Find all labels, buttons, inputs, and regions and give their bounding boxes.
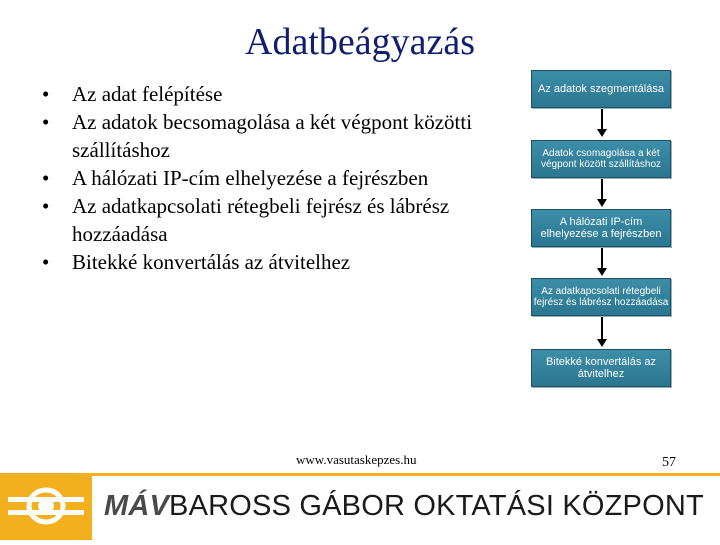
bullet-text: Az adatkapcsolati rétegbeli fejrész és lábrész hozzáadása [72,194,450,246]
bullet-list [42,80,522,276]
flow-step-datalink-frame: Az adatkapcsolati rétegbeli fejrész és lábrész hozzáadása [531,278,671,316]
bullet-text: Az adat felépítése [72,82,223,106]
flow-arrow [597,109,607,137]
flow-arrow [597,317,607,347]
flow-arrow [597,248,607,276]
bullet-dot: • [42,110,50,134]
process-flowchart [531,70,675,388]
flow-step-ip-header: A hálózati IP-cím elhelyezése a fejrészben [531,209,671,247]
flow-arrow [597,179,607,207]
bullet-text: Bitekké konvertálás az átvitelhez [72,250,351,274]
bullet-item [42,192,522,248]
brand-mav: MÁV [104,490,170,522]
website-url: www.vasutaskepzes.hu [296,452,417,467]
slide-title: Adatbeágyazás [245,21,475,63]
mav-wheel-icon [0,473,92,540]
flow-step-segment: Az adatok szegmentálása [531,70,671,108]
organization-name [104,484,704,528]
bullet-item [42,164,522,192]
flow-step-encapsulate: Adatok csomagolása a két végpont között szállításhoz [531,140,671,178]
flow-step-bits: Bitekké konvertálás az átvitelhez [531,349,671,387]
bullet-dot: • [42,250,50,274]
bullet-dot: • [42,82,50,106]
bullet-dot: • [42,194,50,218]
bullet-text: Az adatok becsomagolása a két végpont közötti szállításhoz [72,110,473,162]
bullet-item [42,108,522,164]
bullet-item [42,80,522,108]
bullet-dot: • [42,166,50,190]
org-name-text: BAROSS GÁBOR OKTATÁSI KÖZPONT [169,490,704,522]
bullet-text: A hálózati IP-cím elhelyezése a fejrészben [72,166,429,190]
page-number: 57 [662,455,676,470]
bullet-item [42,248,522,276]
mav-logo [0,473,92,540]
